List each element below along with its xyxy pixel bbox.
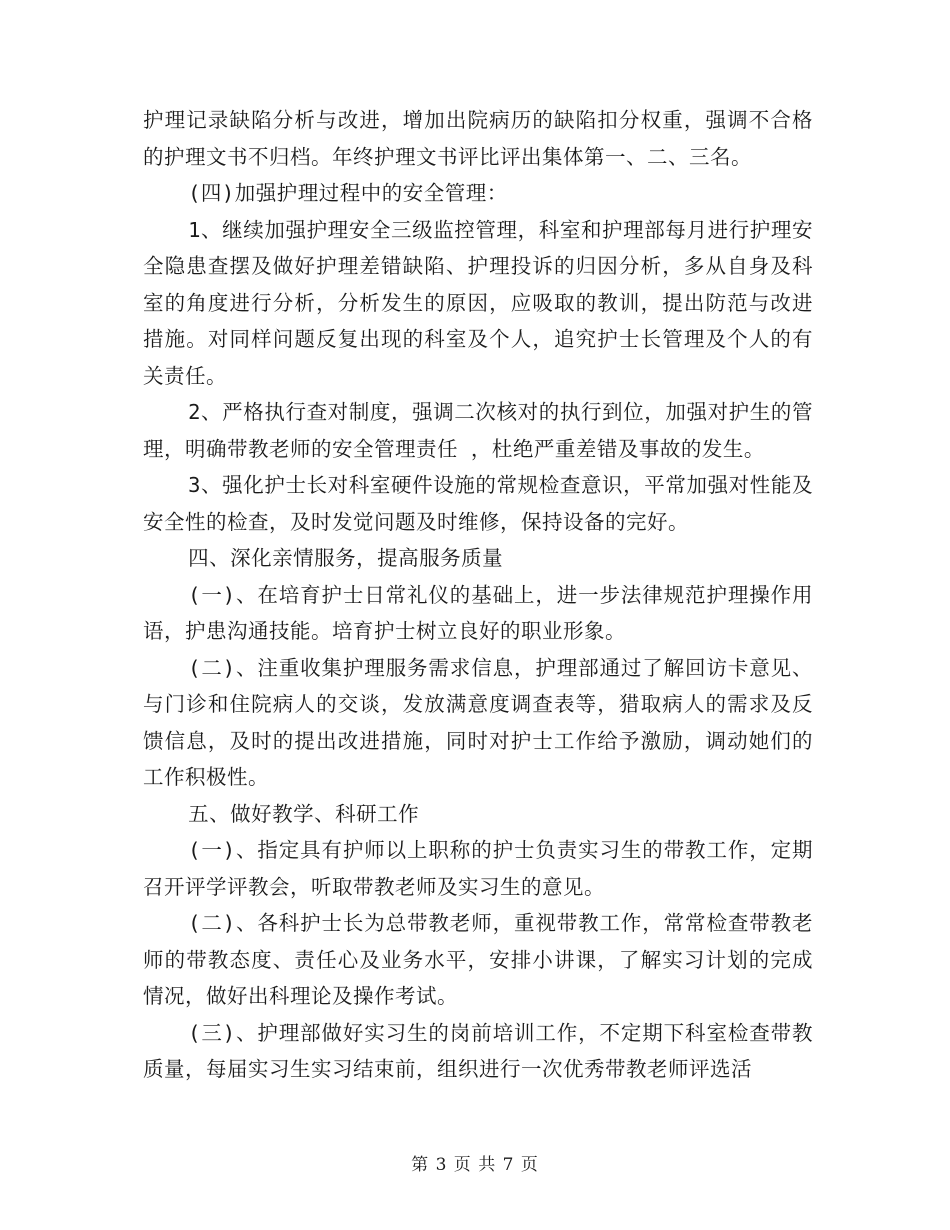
paragraph: (三)、护理部做好实习生的岗前培训工作，不定期下科室检查带教质量，每届实习生实习结束前，组织进行一次优秀带教老师评选活 — [143, 1020, 813, 1081]
paragraph: 护理记录缺陷分析与改进，增加出院病历的缺陷扣分权重，强调不合格的护理文书不归档。年终护理文书评比评出集体第一、二、三名。 — [143, 108, 813, 169]
paragraph: 2、严格执行查对制度，强调二次核对的执行到位，加强对护生的管理，明确带教老师的安全管理责任 ，杜绝严重差错及事故的发生。 — [143, 400, 813, 461]
paragraph: (二)、各科护士长为总带教老师，重视带教工作，常常检查带教老师的带教态度、责任心及业务水平，安排小讲课，了解实习计划的完成情况，做好出科理论及操作考试。 — [143, 911, 813, 1008]
paragraph: (二)、注重收集护理服务需求信息，护理部通过了解回访卡意见、与门诊和住院病人的交谈，发放满意度调查表等，猎取病人的需求及反馈信息，及时的提出改进措施，同时对护士工作给予激励，调动她们的工作积极性。 — [143, 655, 813, 789]
document-body — [143, 102, 813, 1088]
section-heading: (四)加强护理过程中的安全管理： — [188, 181, 508, 205]
section-heading: 四、深化亲情服务，提高服务质量 — [188, 546, 504, 570]
paragraph: 1、继续加强护理安全三级监控管理，科室和护理部每月进行护理安全隐患查摆及做好护理差错缺陷、护理投诉的归因分析，多从自身及科室的角度进行分析，分析发生的原因，应吸取的教训，提出防范与改进措施。对同样问题反复出现的科室及个人，追究护士长管理及个人的有关责任。 — [143, 217, 813, 388]
paragraph: (一)、指定具有护师以上职称的护士负责实习生的带教工作，定期召开评学评教会，听取带教老师及实习生的意见。 — [143, 838, 813, 899]
paragraph: (一)、在培育护士日常礼仪的基础上，进一步法律规范护理操作用语，护患沟通技能。培育护士树立良好的职业形象。 — [143, 582, 813, 643]
section-heading: 五、做好教学、科研工作 — [188, 801, 420, 826]
paragraph: 3、强化护士长对科室硬件设施的常规检查意识，平常加强对性能及安全性的检查，及时发觉问题及时维修，保持设备的完好。 — [143, 473, 813, 534]
page-footer: 第 3 页 共 7 页 — [411, 1155, 539, 1175]
